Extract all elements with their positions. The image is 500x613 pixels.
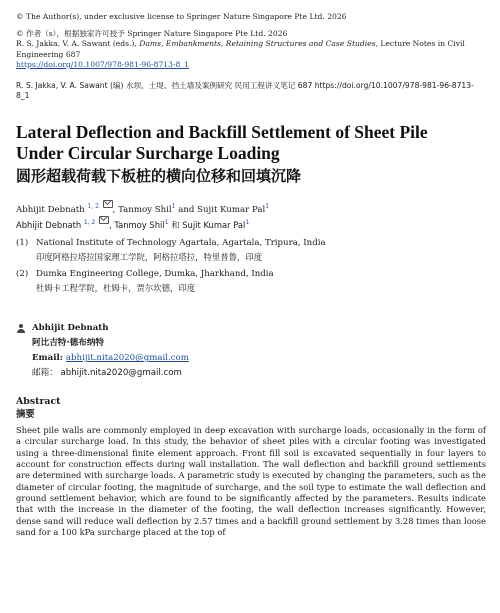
author-name: 和 Sujit Kumar Pal bbox=[168, 220, 246, 231]
email-label: Email: bbox=[32, 353, 66, 364]
author-name: Abhijit Debnath bbox=[16, 204, 85, 215]
title-line-1: Lateral Deflection and Backfill Settlement of Sheet Pile bbox=[16, 121, 428, 142]
author-list bbox=[16, 200, 486, 233]
author-row-en bbox=[16, 200, 486, 217]
abstract-heading-zh: 摘要 bbox=[16, 409, 35, 421]
abstract-body: Sheet pile walls are commonly employed in deep excavation with surcharge loads, occasionally in the form of a circular surcharge load. In this study, the behavior of sheet piles with a circular footing was investigated using a three-dimensional finite element approach. Front fill soil is excavated sequentially in four layers to account for construction effects during wall installation. The wall deflection and backfill ground settlements are determined with surcharge loads. A parametric study is executed by changing the parameters, such as the diameter of circular footing, the magnitude of surcharge, and the soil type to estimate the wall deflection and ground settlement behavior, which are found to be significantly affected by the parameters. Results indicate that with the increase in the diameter of the footing, the wall deflection increases significantly. However, dense sand will reduce wall deflection by 2.57 times and a backfill ground settlement by 3.28 times than loose sand for a 100 kPa surcharge placed at the top of bbox=[16, 425, 486, 537]
affiliation-ref[interactable]: 1 bbox=[245, 219, 250, 227]
contact-name: Abhijit Debnath bbox=[32, 323, 109, 334]
affiliation-ref[interactable]: 1 bbox=[164, 219, 169, 227]
email-link[interactable]: abhijit.nita2020@gmail.com bbox=[65, 353, 189, 364]
contact-email-row bbox=[16, 351, 486, 366]
contact-head bbox=[16, 321, 486, 336]
mail-icon[interactable] bbox=[99, 216, 109, 224]
title-line-2: Under Circular Surcharge Loading bbox=[16, 142, 280, 163]
copyright-zh: © 作者（s），根据独家许可授予 Springer Nature Singapore Pte Ltd. 2026 bbox=[16, 28, 288, 38]
affiliation-ref[interactable]: 1 bbox=[171, 202, 176, 210]
paper-title-en bbox=[16, 122, 486, 164]
paper-title-zh: 圆形超载荷载下板桩的横向位移和回填沉降 bbox=[16, 166, 302, 185]
author-name: , Tanmoy Shil bbox=[112, 204, 172, 215]
doi-link[interactable]: https://doi.org/10.1007/978-981-96-8713-8_1 bbox=[16, 60, 189, 69]
author-name: , Tanmoy Shil bbox=[109, 220, 165, 231]
affiliation-en: Dumka Engineering College, Dumka, Jharkhand, India bbox=[36, 269, 274, 280]
affiliation-ref[interactable]: 1, 2 bbox=[87, 202, 99, 210]
affiliation-ref[interactable]: 1 bbox=[265, 202, 270, 210]
citation-suffix: , Lecture Notes in Civil Engineering 687 bbox=[16, 39, 465, 59]
affiliation-zh: 杜姆卡工程学院，杜姆卡，贾尔坎德，印度 bbox=[36, 283, 196, 294]
affiliation-item bbox=[16, 236, 486, 250]
author-name: Abhijit Debnath bbox=[16, 220, 82, 231]
contact-email-zh: 邮箱： abhijit.nita2020@gmail.com bbox=[32, 368, 182, 379]
affiliation-number: (2) bbox=[16, 269, 29, 280]
person-icon bbox=[16, 324, 27, 333]
paper-first-page bbox=[16, 12, 486, 538]
citation-book-title: Dams, Embankments, Retaining Structures and Case Studies bbox=[139, 39, 376, 48]
author-name: and Sujit Kumar Pal bbox=[175, 204, 266, 215]
affiliation-item bbox=[16, 267, 486, 281]
author-row-zh bbox=[16, 216, 486, 232]
affiliation-zh: 印度阿格拉塔拉国家理工学院，阿格拉塔拉，特里普鲁，印度 bbox=[36, 252, 263, 263]
citation-zh: R. S. Jakka, V. A. Sawant (编) 水坝、土堤、挡土墙及案例研究 民用工程讲义笔记 687 https://doi.org/10.1007/978-981-96-8713-8_1 bbox=[16, 80, 474, 100]
header-notes bbox=[16, 12, 486, 102]
affiliation-ref[interactable]: 1, 2 bbox=[83, 219, 96, 227]
corresponding-author bbox=[16, 321, 486, 381]
copyright-en: © The Author(s), under exclusive license to Springer Nature Singapore Pte Ltd. 2026 bbox=[16, 12, 347, 21]
affiliation-number: (1) bbox=[16, 238, 29, 249]
mail-icon[interactable] bbox=[103, 200, 113, 208]
affiliation-en: National Institute of Technology Agartala, Agartala, Tripura, India bbox=[36, 238, 326, 249]
contact-name-zh: 阿比吉特·德布纳特 bbox=[32, 338, 105, 349]
abstract-heading: Abstract bbox=[16, 396, 61, 408]
citation-prefix: R. S. Jakka, V. A. Sawant (eds.), bbox=[16, 39, 140, 48]
citation-en bbox=[16, 39, 486, 60]
affiliations bbox=[16, 236, 486, 295]
